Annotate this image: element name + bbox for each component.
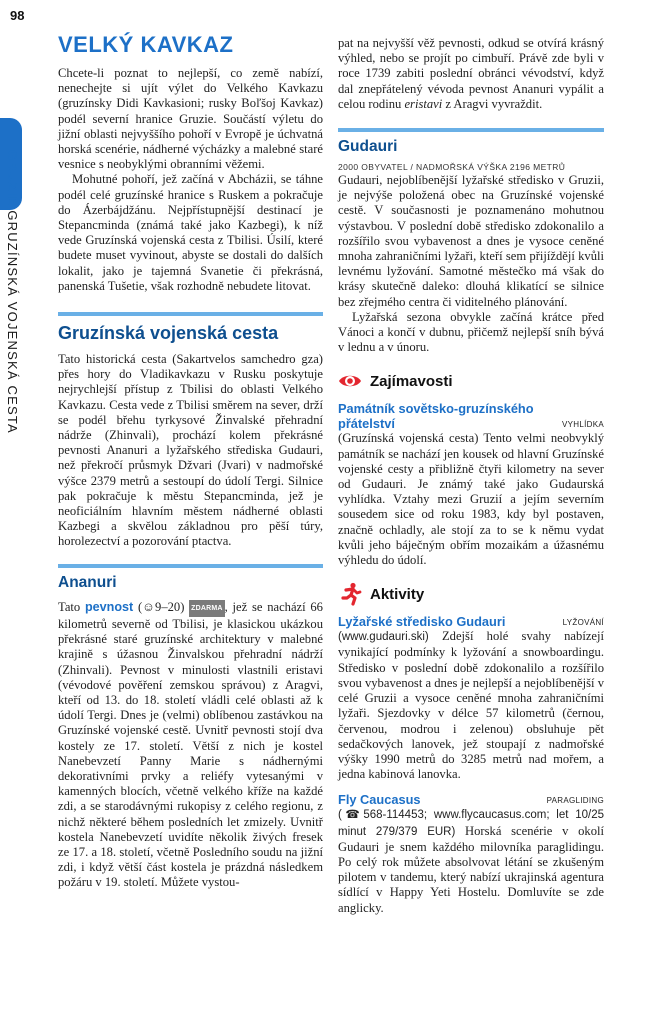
poi-fly-type: PARAGLIDING bbox=[546, 796, 604, 806]
poi-lyzarske-text bbox=[338, 629, 604, 782]
gudauri-title: Gudauri bbox=[338, 128, 604, 158]
page-number: 98 bbox=[10, 8, 25, 23]
poi-fly-name: Fly Caucasus bbox=[338, 792, 421, 808]
poi-lyzarske-stredisko bbox=[338, 614, 604, 782]
continuation-text-a: pat na nejvyšší věž pevnosti, odkud se otvírá krásný výhled, nebo se projít po cimbuří. Právě zde byli v roce 1739 zabiti poslední obránci vévodství, když dal znepřátelený vévoda pevnost Ananuri vypálit a celou rodinu bbox=[338, 36, 604, 111]
free-badge: ZDARMA bbox=[189, 600, 225, 617]
vojenska-cesta-paragraph: Tato historická cesta (Sakartvelos samchedro gza) přes hory do Vladikavkazu v Rusku poskytuje nejrychlejší přístup z Tbilisi do oblasti Velkého Kavkazu. Cesta vede z Tbilisi směrem na sever, drží se podél břehu tyrkysové Žinvalské přehradní nádrže (Zhinvali), prochází kolem překrásné pevnosti Ananuri a lyžařského střediska Gudauri, než překročí průsmyk Džvari (Jvari) v nadmořské výšce 2379 metrů a sestoupí do údolí Tergi. Silnice pak pokračuje k městu Stepancminda, jež je neoficiálním hlavním městem nádherné oblasti Kazbegi a skvělou základnou pro pěší túry, horolezectví a pozorování ptactva. bbox=[58, 352, 323, 549]
poi-pamatnik-text: (Gruzínská vojenská cesta) Tento velmi neobvyklý památník se nachází jen kousek od hlavní Gruzínské vojenské cesty a přibližně čtyři kilometry na sever od Gudauri. Je známý také jako Gudaurská vyhlídka. Vztahy mezi Gruzií a jejím severním sousedem sice od roku 1983, kdy byl postaven, značně ochladly, ale stojí za to se k němu vydat kvůli jeho báječným obřím mozaikám a úžasnému výhledu do údolí. bbox=[338, 431, 604, 568]
eye-icon bbox=[338, 369, 362, 393]
velky-kavkaz-title: VELKÝ KAVKAZ bbox=[58, 32, 234, 57]
poi-fly-desc: Horská scenérie v okolí Gudauri je snem každého milovníka paraglidingu. Po celý rok můžete absolvovat létání se zkušeným pilotem v tandemu, který nabízí ukrajinská agentura sídlící v Happy Yeti Hostelu. Domluvíte se zde anglicky. bbox=[338, 823, 604, 915]
ananuri-paragraph bbox=[58, 600, 323, 891]
section-velky-kavkaz bbox=[58, 32, 323, 294]
eristavi-term: eristavi bbox=[404, 96, 443, 111]
left-column bbox=[58, 32, 323, 891]
vojenska-cesta-title: Gruzínská vojenská cesta bbox=[58, 312, 323, 346]
section-vojenska-cesta bbox=[58, 312, 323, 550]
pevnost-keyword: pevnost bbox=[84, 599, 134, 614]
chapter-route: GRUZÍNSKÁ VOJENSKÁ CESTA bbox=[5, 210, 20, 434]
section-ananuri bbox=[58, 564, 323, 891]
aktivity-heading bbox=[338, 582, 604, 606]
poi-pamatnik-header bbox=[338, 401, 604, 431]
ananuri-title: Ananuri bbox=[58, 564, 323, 594]
section-gudauri bbox=[338, 128, 604, 355]
velky-kavkaz-paragraph-1: Chcete-li poznat to nejlepší, co země nabízí, nenechejte si ujít výlet do Velkého Kavkazu (gruzínsky Didi Kavkasioni; rusky Boľšoj Kavkaz) podél severní hranice Gruzie. Součástí výletu do jižní oblasti nejvyššího pohoří v Evropě je úchvatná horská scenérie, nádherné výcházky a malebné staré vesnice s neobyklými obranními věžemi. bbox=[58, 66, 323, 172]
ananuri-continuation bbox=[338, 36, 604, 112]
poi-pamatnik bbox=[338, 401, 604, 568]
continuation-text-b: z Aragvi vyvraždit. bbox=[442, 96, 543, 111]
chapter-side-label bbox=[4, 150, 20, 620]
running-person-icon bbox=[338, 582, 362, 606]
poi-pamatnik-name: Památník sovětsko-gruzínského přátelství bbox=[338, 401, 534, 432]
poi-fly-header bbox=[338, 792, 604, 807]
velky-kavkaz-paragraph-2: Mohutné pohoří, jež začíná v Abcházii, se táhne podél celé gruzínské hranice s Ruskem a pokračuje do Ázerbájdžánu. Nejpřístupnější destinací je Stepancminda (známá také jako Kazbegi), k níž vede Gruzínská vojenská cesta z Tbilisi. Úsilí, které budete muset vyvinout, abyste se dostali do dalších lokalit, jako je tajemná Svanetie či překrásná, panenská Tušetie, však rozhodně nebudete litovat. bbox=[58, 172, 323, 293]
ananuri-hours: (☺9–20) bbox=[133, 599, 190, 614]
poi-lyzarske-name: Lyžařské středisko Gudauri bbox=[338, 614, 506, 630]
chapter-country: GRUZIE bbox=[5, 150, 20, 207]
gudauri-paragraph-2: Lyžařská sezona obvykle začíná krátce před Vánoci a končí v dubnu, přičemž nejlepší sníh bývá v lednu a v únoru. bbox=[338, 309, 604, 355]
gudauri-meta: 2000 OBYVATEL / NADMOŘSKÁ VÝŠKA 2196 METRŮ bbox=[338, 162, 566, 173]
poi-pamatnik-type: VYHLÍDKA bbox=[562, 420, 604, 430]
zajimavosti-label: Zajímavosti bbox=[370, 372, 453, 390]
poi-lyzarske-desc: Zdejší holé svahy nabízejí vynikající podmínky k lyžování a snowboardingu. Středisko v poslední době zdokonalilo a rozšířilo svou vybavenost a dnes je nejlepší a nejoblíbenější v celé Gruzii a vysoce ceněné mnoha zahraničními lyžaři. Sjezdovky v délce 57 kilometrů (černou, červenou, modrou i zelenou) obsluhuje pět sedačkových lanovek, jež stoupají z nadmořské výšky 1990 metrů do 3285 metrů nad mořem, a jedna kabinová lanovka. bbox=[338, 629, 604, 782]
poi-fly-contact: (☎568-114453; www.flycaucasus.com; let 10/25 minut 279/379 EUR) bbox=[338, 809, 604, 838]
ananuri-text-c: , jež se nachází 66 kilometrů severně od Tbilisi, je klasickou ukázkou překrásné staré gruzínské architektury v malebné krajině s úžasnou Žinvalskou přehradní nádrží (Zhinvali). Pevnost v minulosti vlastnili eristavi (vévodové pověření zemskou správou) z Aragvi, kteří od 13. do 18. století vládli celé oblasti až k údolí Tergi. Dnes je (velmi) oblíbenou zastávkou na Gruzínské vojenské cestě. Uvnitř pevnosti stojí dva kostely ze 17. století. Větší z nich je kostel Nanebevzetí Panny Marie s nádhernými dekorativními prvky a reliéfy vytesanými v kamenných blocích, včetně velkého kříže na každé zdi, a se starodávnými rukopisy z celého regionu, z nichž některé během posledních let zmizely. Uvnitř kostela Nanebevzetí uvidíte několik živých fresek ze 17. a 18. století, včetně Posledního soudu na jižní zdi, i když větší část kostela je prázdná následkem požáru v 19. století. Můžete vystou- bbox=[58, 599, 323, 890]
poi-fly-text bbox=[338, 807, 604, 915]
aktivity-label: Aktivity bbox=[370, 585, 425, 603]
poi-fly-caucasus bbox=[338, 792, 604, 915]
poi-lyzarske-url: (www.gudauri.ski) bbox=[338, 631, 429, 644]
poi-lyzarske-header bbox=[338, 614, 604, 629]
ananuri-text-a: Tato bbox=[58, 599, 85, 614]
poi-lyzarske-type: LYŽOVÁNÍ bbox=[562, 618, 604, 628]
right-column bbox=[338, 36, 604, 926]
gudauri-paragraph-1: Gudauri, nejoblíbenější lyžařské středisko v Gruzii, je nejvýše položená obec na Gruzínské vojenské cestě. V současnosti je poznamenáno mohutnou výstavbou. V poslední době středisko zdokonalilo a rozšířilo svou vybavenost a dnes je vysoce ceněné mnoha zahraničními lyžaři, kteří sem přijíždějí kvůli levnému lyžování. Samotné městečko má však do krásy skutečně daleko: dlouhá klikatící se silnice bez zřejmého centra či viditelného plánování. bbox=[338, 173, 604, 309]
zajimavosti-heading bbox=[338, 369, 604, 393]
